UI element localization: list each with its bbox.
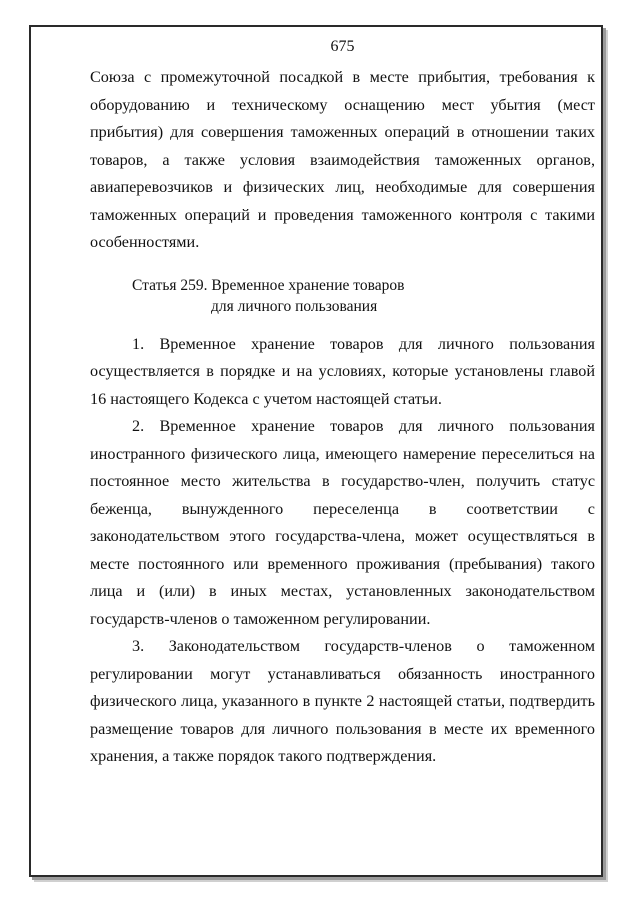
page-content: [90, 36, 595, 771]
article-heading-line2: для личного пользования: [211, 297, 378, 315]
intro-paragraph: Союза с промежуточной посадкой в месте прибытия, требования к оборудованию и техническому оснащению мест убытия (мест прибытия) для совершения таможенных операций в отношении таких товаров, а также условия взаимодействия таможенных органов, авиаперевозчиков и физических лиц, необходимые для совершения таможенных операций и проведения таможенного контроля с такими особенностями.: [90, 68, 595, 251]
page-number: 675: [330, 38, 355, 55]
article-paragraph-2: 2. Временное хранение товаров для личного пользования иностранного физического лица, имеющего намерение переселиться на постоянное место жительства в государство-член, получить статус беженца, вынужденного переселенца в соответствии с законодательством этого государства-члена, может осуществляться в месте постоянного или временного проживания (пребывания) такого лица и (или) в иных местах, установленных законодательством государств-членов о таможенном регулировании.: [90, 417, 595, 628]
article-paragraph-1: 1. Временное хранение товаров для личного пользования осуществляется в порядке и на условиях, которые установлены главой 16 настоящего Кодекса с учетом настоящей статьи.: [90, 334, 595, 408]
article-heading: [90, 275, 595, 317]
article-paragraph-3: 3. Законодательством государств-членов о таможенном регулировании могут устанавливаться обязанность иностранного физического лица, указанного в пункте 2 настоящей статьи, подтвердить размещение товаров для личного пользования в месте их временного хранения, а также порядок такого подтверждения.: [90, 637, 595, 765]
article-heading-line1: Статья 259. Временное хранение товаров: [132, 276, 405, 294]
